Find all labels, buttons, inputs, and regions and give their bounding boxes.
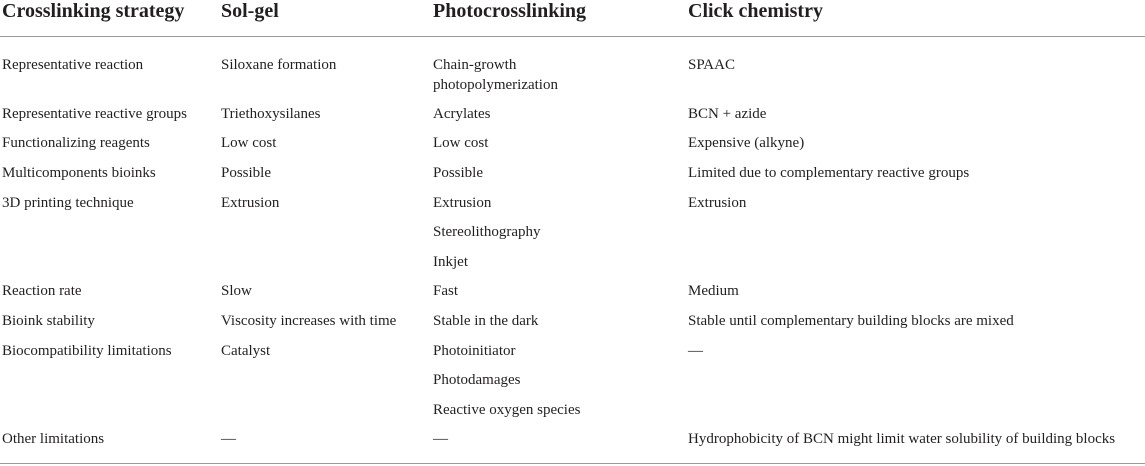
cell-line: Stable in the dark [433,313,539,330]
cell-line: SPAAC [688,57,735,73]
cell-line: Fast [433,283,459,300]
cell-line: — [221,431,236,448]
cell-line: Possible [433,165,484,182]
strategy-cell [2,133,150,153]
strategy-cell [2,281,82,301]
strategy-cell [2,193,134,213]
cell-line: Limited due to complementary reactive groups [688,165,970,182]
cell-line: Reaction rate [2,283,82,300]
cell-line: Expensive (alkyne) [688,135,805,152]
table-header [0,0,1145,36]
cell-line: Multicomponents bioinks [2,165,156,182]
header-click-chemistry: Click chemistry [688,0,823,22]
solgel-cell [221,429,236,449]
photo-cell [433,133,488,153]
cell-line: Extrusion [688,194,747,211]
cell-line: Other limitations [2,431,105,448]
cell-line: Chain-growth [433,57,517,73]
cell-line: Inkjet [433,253,468,270]
solgel-cell [221,193,279,213]
photo-cell [433,311,538,331]
strategy-cell [2,163,156,183]
solgel-cell [221,163,271,183]
photo-cell [433,163,483,183]
cell-line: 3D printing technique [2,194,134,211]
cell-line: Bioink stability [2,313,95,330]
cell-line: Viscosity increases with time [221,313,397,330]
solgel-cell [221,281,252,301]
cell-line: Medium [688,283,739,300]
strategy-cell [2,55,143,75]
click-cell [688,163,969,183]
header-divider [0,36,1145,37]
cell-line: Triethoxysilanes [221,105,321,122]
cell-line: Hydrophobicity of BCN might limit water solubility of building blocks [688,431,1116,448]
header-photocrosslinking: Photocrosslinking [433,0,586,22]
solgel-cell [221,311,396,331]
photo-cell [433,55,558,95]
click-cell [688,281,739,301]
strategy-cell [2,429,104,449]
cell-line: Functionalizing reagents [2,135,150,152]
photo-cell [433,193,540,272]
solgel-cell [221,104,320,124]
table-bottom-rule [0,463,1145,464]
photo-cell [433,341,580,420]
header-sol-gel: Sol-gel [221,0,279,22]
photo-cell [433,104,490,124]
cell-line: Stable until complementary building blocks are mixed [688,313,1014,330]
cell-line: Representative reactive groups [2,105,187,122]
click-cell [688,133,804,153]
header-crosslinking-strategy: Crosslinking strategy [2,0,185,22]
cell-line: — [688,342,703,359]
solgel-cell [221,133,276,153]
cell-line: Low cost [433,135,489,152]
solgel-cell [221,341,270,361]
cell-line: Slow [221,283,252,300]
cell-line: Acrylates [433,105,491,122]
click-cell [688,429,1115,449]
photo-cell [433,281,458,301]
cell-line: BCN + azide [688,105,767,122]
cell-line: Extrusion [221,194,280,211]
cell-line: Representative reaction [2,57,144,73]
cell-line: Photodamages [433,372,521,389]
cell-line: Photoinitiator [433,342,516,359]
cell-line: Reactive oxygen species [433,401,581,418]
cell-line: photopolymerization [433,77,558,93]
cell-line: Possible [221,165,272,182]
cell-line: — [433,431,448,448]
click-cell [688,341,703,361]
click-cell [688,193,746,213]
strategy-cell [2,341,172,361]
photo-cell [433,429,448,449]
click-cell [688,55,735,75]
click-cell [688,311,1014,331]
cell-line: Siloxane formation [221,57,337,73]
click-cell [688,104,766,124]
cell-line: Catalyst [221,342,271,359]
strategy-cell [2,104,187,124]
strategy-cell [2,311,95,331]
solgel-cell [221,55,336,75]
cell-line: Biocompatibility limitations [2,342,172,359]
cell-line: Low cost [221,135,277,152]
cell-line: Extrusion [433,194,492,211]
cell-line: Stereolithography [433,224,541,241]
